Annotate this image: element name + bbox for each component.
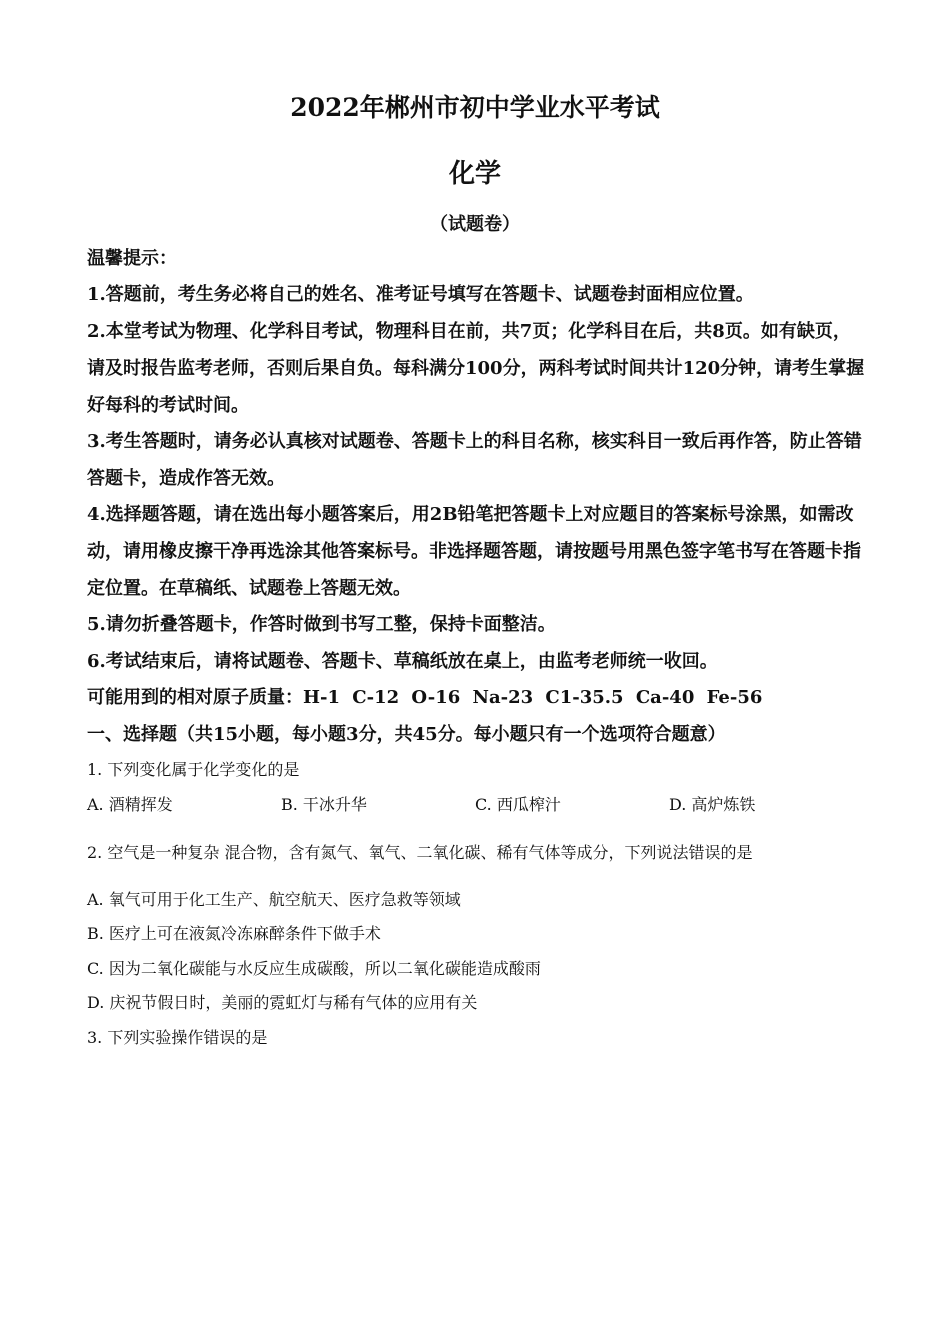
notice-rule-6: 6.考试结束后，请将试题卷、答题卡、草稿纸放在桌上，由监考老师统一收回。	[87, 651, 718, 672]
question-2-stem: 2. 空气是一种复杂 混合物，含有氮气、氧气、二氧化碳、稀有气体等成分，下列说法错误的是	[87, 843, 753, 862]
question-2-option-d: D. 庆祝节假日时，美丽的霓虹灯与稀有气体的应用有关	[87, 993, 478, 1012]
question-1-option-d: D. 高炉炼铁	[669, 795, 756, 814]
notice-rule-4: 4.选择题答题，请在选出每小题答案后，用2B铅笔把答题卡上对应题目的答案标号涂黑，如需改动，请用橡皮擦干净再选涂其他答案标号。非选择题答题，请按题号用黑色签字笔书写在答题卡指定位置。在草稿纸、试题卷上答题无效。	[87, 504, 861, 599]
question-2-option-c: C. 因为二氧化碳能与水反应生成碳酸，所以二氧化碳能造成酸雨	[87, 959, 541, 978]
notice-rule-5: 5.请勿折叠答题卡，作答时做到书写工整，保持卡面整洁。	[87, 614, 556, 635]
notice-rule-1: 1.答题前，考生务必将自己的姓名、准考证号填写在答题卡、试题卷封面相应位置。	[87, 284, 754, 305]
question-1-option-a: A. 酒精挥发	[87, 795, 173, 814]
exam-title: 2022年郴州市初中学业水平考试	[290, 93, 660, 122]
question-1-stem: 1. 下列变化属于化学变化的是	[87, 760, 300, 779]
notice-rule-3: 3.考生答题时，请务必认真核对试题卷、答题卡上的科目名称，核实科目一致后再作答，防止答错答题卡，造成作答无效。	[87, 431, 862, 489]
atomic-masses-line: 可能用到的相对原子质量：H-1 C-12 O-16 Na-23 C1-35.5 Ca-40 Fe-56	[87, 687, 763, 708]
paper-type-label: （试题卷）	[430, 214, 520, 235]
question-1-option-c: C. 西瓜榨汁	[475, 795, 561, 814]
notice-rule-2: 2.本堂考试为物理、化学科目考试，物理科目在前，共7页；化学科目在后，共8页。如有缺页，请及时报告监考老师，否则后果自负。每科满分100分，两科考试时间共计120分钟，请考生掌握好每科的考试时间。	[87, 321, 865, 416]
question-1-option-b: B. 干冰升华	[281, 795, 367, 814]
question-2-option-b: B. 医疗上可在液氮冷冻麻醉条件下做手术	[87, 924, 381, 943]
section-heading: 一、选择题（共15小题，每小题3分，共45分。每小题只有一个选项符合题意）	[87, 724, 726, 745]
question-3-stem: 3. 下列实验操作错误的是	[87, 1028, 268, 1047]
subject-title: 化学	[448, 159, 501, 189]
question-2-option-a: A. 氧气可用于化工生产、航空航天、医疗急救等领域	[87, 890, 461, 909]
notice-heading: 温馨提示：	[87, 248, 177, 269]
